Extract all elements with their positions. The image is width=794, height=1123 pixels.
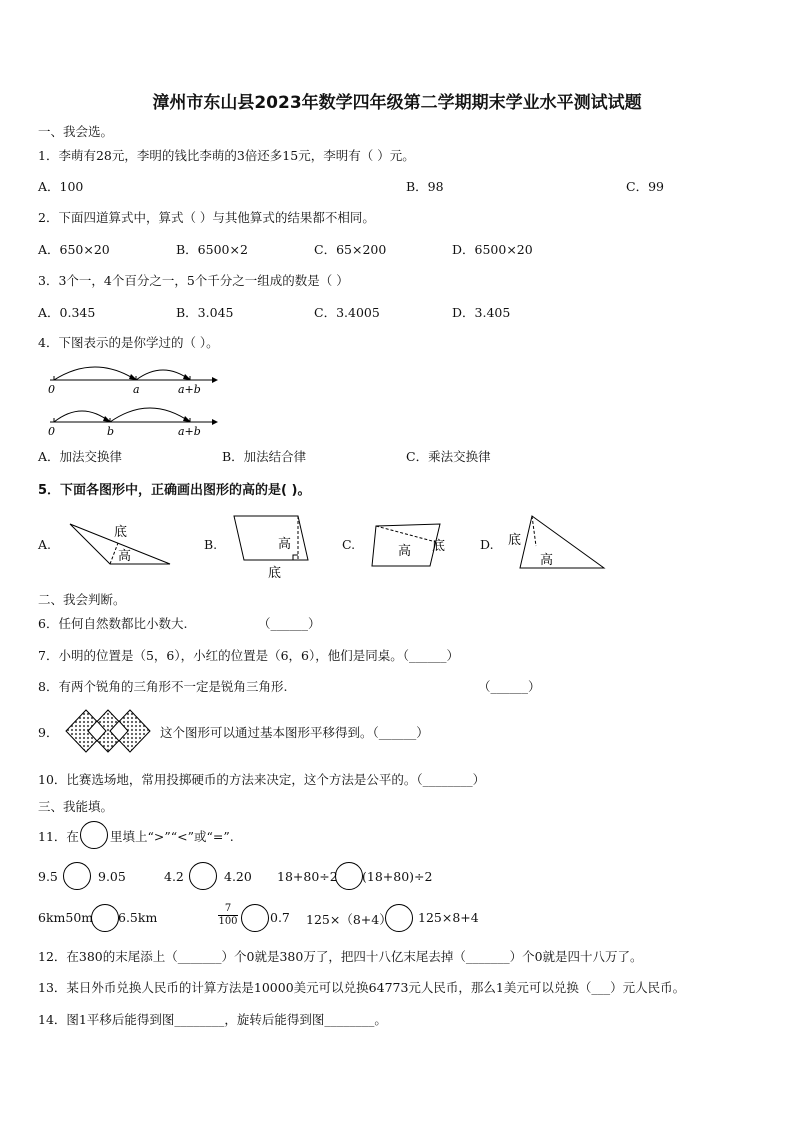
- section-heading-fill: 三、我能填。: [38, 799, 114, 814]
- compare-3-left: 18+80÷2: [277, 869, 338, 884]
- question-1-stem: 1．李萌有28元，李明的钱比李萌的3倍还多15元，李明有（ ）元。: [38, 148, 415, 163]
- question-5-option-a-label: A.: [38, 537, 52, 552]
- option-a-height-label: 高: [118, 549, 132, 564]
- question-1-option-c: C．99: [626, 179, 664, 194]
- question-2-option-d: D．6500×20: [452, 242, 533, 257]
- page-title: 漳州市东山县2023年数学四年级第二学期期末学业水平测试试题: [152, 93, 642, 113]
- question-13-stem: 13．某日外币兑换人民币的计算方法是10000美元可以兑换64773元人民币，那么1美元可以兑换（___）元人民币。: [38, 980, 686, 995]
- question-5-option-d-label: D.: [480, 537, 494, 552]
- line2-zero-label: 0: [48, 425, 55, 438]
- question-2-option-a: A．650×20: [38, 242, 110, 257]
- question-2-stem: 2．下面四道算式中，算式（ ）与其他算式的结果都不相同。: [38, 210, 375, 225]
- compare-6-left: 125×（8+4）: [306, 912, 392, 927]
- compare-5-right: 0.7: [270, 910, 290, 925]
- line1-end-label: a+b: [178, 383, 201, 396]
- question-3-stem: 3．3个一，4个百分之一，5个千分之一组成的数是（ ）: [38, 273, 349, 288]
- question-6-stem: 6．任何自然数都比小数大.: [38, 616, 188, 631]
- compare-1-circle[interactable]: [63, 862, 91, 890]
- fraction-numerator: 7: [218, 903, 238, 916]
- compare-6-right: 125×8+4: [418, 910, 479, 925]
- option-c-height-label: 高: [398, 544, 412, 559]
- question-4-option-c: C．乘法交换律: [406, 449, 491, 464]
- parallelogram-option-c: [368, 520, 458, 570]
- question-2-option-c: C．65×200: [314, 242, 387, 257]
- option-a-base-label: 底: [114, 525, 128, 540]
- question-3-option-c: C．3.4005: [314, 305, 380, 320]
- question-7-stem: 7．小明的位置是（5，6），小红的位置是（6，6），他们是同桌。（______）: [38, 648, 460, 663]
- section-heading-choice: 一、我会选。: [38, 124, 114, 139]
- line2-mid-label: b: [107, 425, 115, 438]
- question-4-option-a: A．加法交换律: [38, 449, 123, 464]
- question-5-option-b-label: B.: [204, 537, 218, 552]
- compare-1-right: 9.05: [98, 869, 126, 884]
- question-11-prefix: 11．在: [38, 829, 79, 844]
- question-2-option-b: B．6500×2: [176, 242, 248, 257]
- compare-4-circle[interactable]: [91, 904, 119, 932]
- triangle-option-d: [506, 514, 610, 574]
- question-4-stem: 4．下图表示的是你学过的（ ）。: [38, 335, 219, 350]
- section-heading-judge: 二、我会判断。: [38, 592, 126, 607]
- question-1-option-a: A．100: [38, 179, 84, 194]
- line1-zero-label: 0: [48, 383, 55, 396]
- fraction-denominator: 100: [218, 916, 238, 927]
- diamond-pattern-figure: [62, 708, 158, 754]
- number-line-diagram: [40, 352, 230, 442]
- question-3-option-a: A．0.345: [38, 305, 96, 320]
- option-d-base-label: 底: [508, 533, 522, 548]
- compare-4-right: 6.5km: [118, 910, 158, 925]
- number-line-1: [48, 367, 218, 396]
- compare-2-circle[interactable]: [189, 862, 217, 890]
- option-c-base-label: 底: [432, 539, 446, 554]
- compare-4-left: 6km50m: [38, 910, 94, 925]
- question-8-blank[interactable]: （______）: [478, 679, 541, 694]
- number-line-2: [48, 408, 218, 438]
- option-b-height-label: 高: [278, 537, 292, 552]
- compare-circle-example: [80, 821, 108, 849]
- compare-5-circle[interactable]: [241, 904, 269, 932]
- compare-3-right: (18+80)÷2: [362, 869, 433, 884]
- compare-2-left: 4.2: [164, 869, 184, 884]
- compare-3-circle[interactable]: [335, 862, 363, 890]
- triangle-option-a: [66, 518, 176, 570]
- question-5-stem: 5．下面各图形中，正确画出图形的高的是( )。: [38, 483, 311, 498]
- compare-1-left: 9.5: [38, 869, 58, 884]
- question-3-option-d: D．3.405: [452, 305, 511, 320]
- option-b-base-label: 底: [268, 566, 282, 581]
- question-12-stem: 12．在380的末尾添上（_______）个0就是380万了，把四十八亿末尾去掉（_______）个0就是四十八万了。: [38, 949, 643, 964]
- question-1-option-b: B．98: [406, 179, 444, 194]
- question-11-instruction: 里填上“>”“<”或“=”.: [110, 829, 234, 844]
- compare-2-right: 4.20: [224, 869, 252, 884]
- compare-6-circle[interactable]: [385, 904, 413, 932]
- line1-mid-label: a: [133, 383, 140, 396]
- parallelogram-option-b: [232, 512, 312, 582]
- question-5-option-c-label: C.: [342, 537, 356, 552]
- line2-end-label: a+b: [178, 425, 201, 438]
- question-9-number: 9．: [38, 725, 59, 740]
- question-3-option-b: B．3.045: [176, 305, 234, 320]
- compare-5-fraction: [218, 903, 238, 928]
- question-6-blank[interactable]: （______）: [258, 616, 321, 631]
- option-d-height-label: 高: [540, 553, 554, 568]
- question-8-stem: 8．有两个锐角的三角形不一定是锐角三角形.: [38, 679, 288, 694]
- question-10-stem: 10．比赛选场地，常用投掷硬币的方法来决定，这个方法是公平的。（________）: [38, 772, 486, 787]
- question-14-stem: 14．图1平移后能得到图________，旋转后能得到图________。: [38, 1012, 387, 1027]
- question-9-stem: 这个图形可以通过基本图形平移得到。（______）: [160, 725, 429, 740]
- question-4-option-b: B．加法结合律: [222, 449, 307, 464]
